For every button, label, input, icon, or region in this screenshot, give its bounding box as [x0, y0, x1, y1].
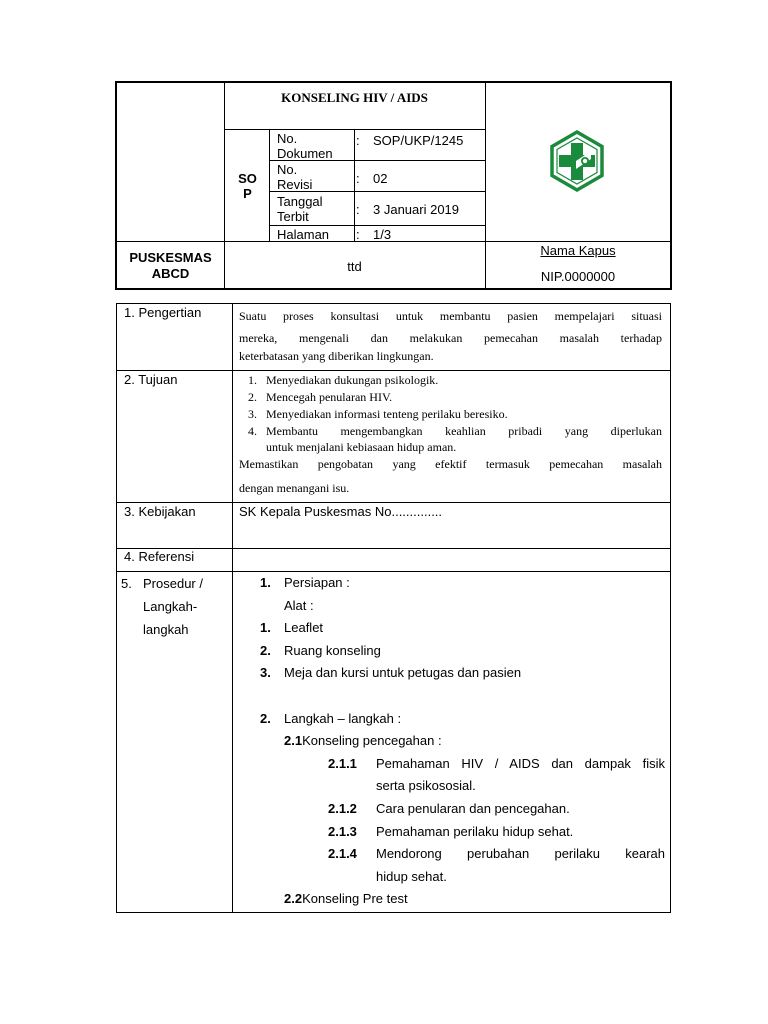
text: Langkah- — [143, 599, 198, 614]
pengertian-text — [239, 305, 662, 349]
text: 1. — [260, 575, 271, 590]
meta-separator: : — [356, 133, 360, 148]
text: Dokumen — [277, 146, 333, 161]
text: ABCD — [151, 266, 190, 281]
text: Langkah – langkah : — [284, 710, 402, 726]
text: No. — [277, 162, 298, 177]
list-item — [239, 406, 662, 423]
list-item — [260, 888, 665, 911]
list-item-continuation: serta psikososial. — [376, 778, 476, 794]
meta-value-halaman: 1/3 — [373, 227, 392, 242]
text: 2.1.3 — [328, 823, 357, 839]
text: langkah — [143, 622, 189, 637]
text: Terbit — [277, 209, 309, 224]
text: PUSKESMAS — [129, 250, 212, 265]
section-label-kebijakan: 3. Kebijakan — [124, 504, 196, 519]
list-item — [260, 843, 665, 866]
puskesmas-logo-icon — [545, 129, 609, 193]
text: Meja dan kursi untuk petugas dan pasien — [284, 665, 522, 681]
text: Persiapan : — [284, 575, 350, 590]
meta-label-tanggal-terbit — [277, 194, 323, 224]
list-item — [260, 708, 665, 731]
list-item — [260, 662, 665, 685]
text: 2.1.2 — [328, 800, 357, 816]
text: Suatu proses konsultasi untuk membantu pasien mempelajari situasi — [239, 309, 662, 323]
text: Tanggal — [277, 194, 323, 209]
kapus-name: Nama Kapus — [540, 243, 616, 258]
section-label-referensi: 4. Referensi — [124, 549, 195, 564]
prosedur-content — [260, 572, 665, 911]
text: 1. — [260, 620, 271, 636]
text: 2. — [260, 710, 271, 726]
list-item-continuation: untuk menjalani kebiasaan hidup aman. — [266, 440, 457, 454]
meta-value-no-revisi: 02 — [373, 171, 388, 186]
list-item — [239, 389, 662, 406]
text: Konseling pencegahan : — [302, 733, 442, 749]
text: SO — [238, 171, 257, 186]
list-item-continuation: hidup sehat. — [376, 868, 447, 884]
section-label-pengertian: 1. Pengertian — [124, 305, 202, 320]
list-item — [239, 423, 662, 440]
meta-separator: : — [356, 202, 360, 217]
alat-label: Alat : — [284, 597, 314, 613]
text: Konseling Pre test — [302, 891, 408, 907]
text: 4. — [248, 424, 257, 438]
meta-label-halaman: Halaman — [277, 227, 330, 242]
kapus-nip: NIP.0000000 — [540, 269, 616, 284]
kebijakan-text: SK Kepala Puskesmas No.............. — [239, 504, 443, 519]
section-label-prosedur — [121, 572, 203, 641]
text: Leaflet — [284, 620, 324, 636]
meta-label-no-revisi — [277, 162, 312, 192]
tujuan-list — [239, 372, 662, 454]
pengertian-text-end: keterbatasan yang diberikan lingkungan. — [239, 349, 434, 363]
text: Mendorong perubahan perilaku kearah — [376, 846, 665, 862]
text: Revisi — [277, 177, 313, 192]
list-item — [260, 730, 665, 753]
list-item — [260, 617, 665, 640]
text: Menyediakan informasi tenteng perilaku beresiko. — [266, 407, 508, 421]
list-item — [260, 640, 665, 663]
text: Ruang konseling — [284, 642, 381, 658]
text: mereka, mengenali dan melakukan pemecahan masalah terhadap — [239, 331, 662, 345]
list-item — [239, 372, 662, 389]
meta-separator: : — [356, 171, 360, 186]
text: Cara penularan dan pencegahan. — [376, 800, 570, 816]
signature-placeholder: ttd — [347, 259, 362, 274]
tujuan-extra-text: Memastikan pengobatan yang efektif termasuk pemecahan masalah — [239, 457, 662, 471]
text: 2.2 — [284, 891, 303, 907]
text: 5. — [121, 576, 132, 591]
text: Mencegah penularan HIV. — [266, 390, 393, 404]
text: 1. — [248, 373, 257, 387]
text: 2.1 — [284, 733, 303, 749]
section-label-tujuan: 2. Tujuan — [124, 372, 178, 387]
text: Prosedur / — [143, 576, 203, 591]
text: No. — [277, 131, 298, 146]
text: 2.1.4 — [328, 846, 357, 862]
text: 2.1.1 — [328, 755, 357, 771]
text: 2. — [248, 390, 257, 404]
text: Pemahaman HIV / AIDS dan dampak fisik — [376, 755, 665, 771]
list-item — [260, 821, 665, 844]
meta-separator: : — [356, 227, 360, 242]
text: 3. — [260, 665, 271, 681]
text: 2. — [260, 642, 271, 658]
list-item — [260, 753, 665, 776]
text: Pemahaman perilaku hidup sehat. — [376, 823, 574, 839]
sop-label — [226, 171, 269, 201]
text: Membantu mengembangkan keahlian pribadi yang diperlukan — [266, 424, 662, 438]
document-title: KONSELING HIV / AIDS — [281, 90, 428, 105]
organization-name — [117, 250, 224, 282]
meta-value-tanggal-terbit: 3 Januari 2019 — [373, 202, 460, 217]
list-item — [260, 798, 665, 821]
meta-value-no-dokumen: SOP/UKP/1245 — [373, 133, 464, 148]
meta-label-no-dokumen — [277, 131, 333, 161]
list-item — [260, 572, 665, 595]
text: P — [243, 186, 252, 201]
text: 3. — [248, 407, 257, 421]
text: Menyediakan dukungan psikologik. — [266, 373, 439, 387]
tujuan-extra-text-end: dengan menangani isu. — [239, 481, 350, 495]
